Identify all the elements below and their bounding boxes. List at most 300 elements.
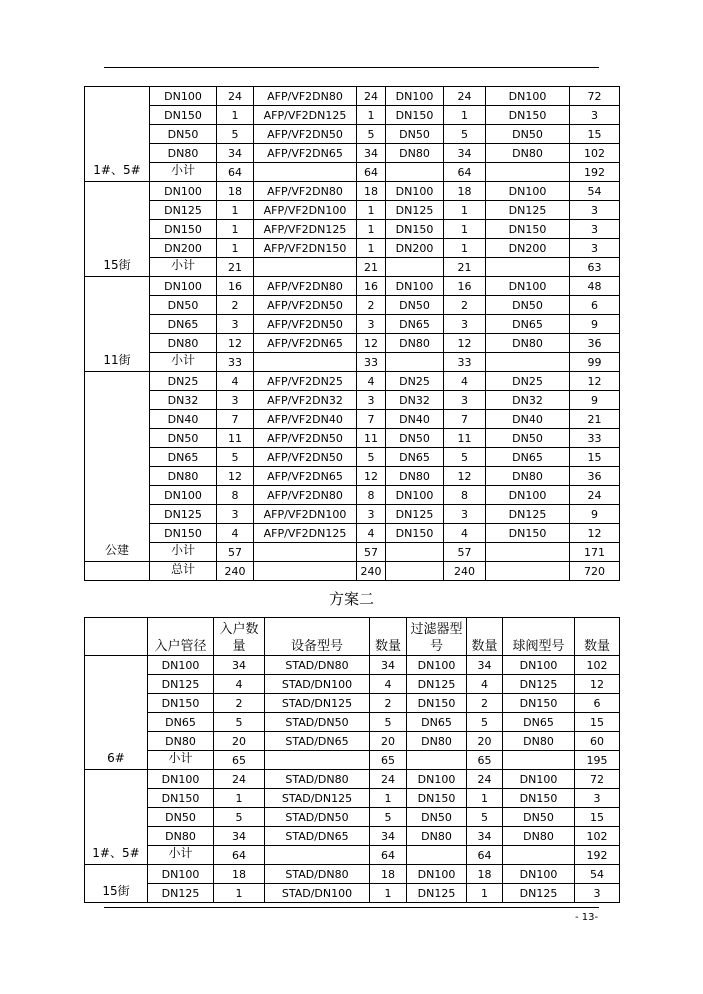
column-header: [85, 618, 148, 656]
table-cell: 34: [370, 656, 407, 675]
table-cell: 11: [217, 429, 254, 448]
table-cell: 3: [357, 391, 386, 410]
table-cell: DN125: [486, 505, 570, 524]
table-cell: 3: [575, 884, 620, 903]
table-cell: DN150: [386, 106, 444, 125]
table-cell: 1: [357, 239, 386, 258]
table-cell: DN25: [150, 372, 217, 391]
table-cell: 9: [570, 315, 620, 334]
table-cell: 33: [570, 429, 620, 448]
table-cell: DN80: [150, 334, 217, 353]
table-cell: 3: [575, 789, 620, 808]
table-cell: [407, 846, 467, 865]
table-cell: AFP/VF2DN65: [254, 334, 357, 353]
table-cell: 36: [570, 334, 620, 353]
table-cell: AFP/VF2DN65: [254, 467, 357, 486]
group-label: [85, 562, 150, 581]
table-cell: DN125: [386, 505, 444, 524]
header-rule: [104, 67, 599, 68]
table-cell: 18: [444, 182, 486, 201]
table-row: [85, 656, 620, 675]
table-row: [85, 353, 620, 372]
table-cell: DN65: [150, 315, 217, 334]
table-cell: [386, 353, 444, 372]
group-label: 1#、5#: [85, 770, 148, 865]
table-cell: 24: [570, 486, 620, 505]
table-cell: STAD/DN50: [265, 808, 370, 827]
table-cell: 60: [575, 732, 620, 751]
table-cell: DN150: [150, 220, 217, 239]
table-cell: 16: [357, 277, 386, 296]
table-cell: 63: [570, 258, 620, 277]
table-cell: 8: [357, 486, 386, 505]
table-cell: STAD/DN80: [265, 656, 370, 675]
table-cell: 1: [357, 106, 386, 125]
table-cell: 2: [217, 296, 254, 315]
table-cell: 2: [357, 296, 386, 315]
table-cell: DN150: [386, 524, 444, 543]
table-cell: 11: [444, 429, 486, 448]
table-cell: 34: [214, 656, 265, 675]
scheme-two-table: [84, 617, 620, 903]
table-cell: DN50: [386, 296, 444, 315]
table-cell: AFP/VF2DN125: [254, 220, 357, 239]
table-cell: [254, 353, 357, 372]
table-cell: 102: [575, 656, 620, 675]
table-cell: DN25: [486, 372, 570, 391]
table-cell: DN65: [386, 315, 444, 334]
table-cell: 6: [570, 296, 620, 315]
column-header: 数量: [575, 618, 620, 656]
table-row: [85, 277, 620, 296]
table-cell: 小计: [150, 543, 217, 562]
table-cell: 12: [570, 524, 620, 543]
table-cell: DN80: [486, 467, 570, 486]
table-row: [85, 732, 620, 751]
table-cell: 5: [217, 125, 254, 144]
table-row: [85, 751, 620, 770]
table-cell: 5: [357, 125, 386, 144]
table-cell: [254, 258, 357, 277]
table-cell: DN32: [386, 391, 444, 410]
table-cell: 3: [357, 505, 386, 524]
table-row: [85, 201, 620, 220]
table-cell: DN80: [386, 144, 444, 163]
table-cell: 5: [217, 448, 254, 467]
table-row: [85, 391, 620, 410]
table-cell: DN150: [486, 524, 570, 543]
table-cell: 65: [467, 751, 503, 770]
table-cell: 24: [217, 87, 254, 106]
table-cell: 3: [217, 315, 254, 334]
table-cell: [503, 846, 575, 865]
table-cell: [265, 751, 370, 770]
table-cell: AFP/VF2DN125: [254, 524, 357, 543]
table-cell: 12: [444, 467, 486, 486]
table-cell: 72: [575, 770, 620, 789]
table-row: [85, 770, 620, 789]
table-cell: DN65: [386, 448, 444, 467]
table-cell: 5: [214, 713, 265, 732]
table-cell: DN65: [486, 448, 570, 467]
table-cell: DN150: [486, 106, 570, 125]
table-cell: DN200: [386, 239, 444, 258]
column-header: 设备型号: [265, 618, 370, 656]
table-cell: 1: [217, 220, 254, 239]
table-cell: 1: [467, 789, 503, 808]
table-cell: 57: [357, 543, 386, 562]
table-row: [85, 334, 620, 353]
scheme-one-table: [84, 86, 620, 581]
table-cell: DN40: [486, 410, 570, 429]
table-cell: 12: [570, 372, 620, 391]
table-cell: DN50: [150, 429, 217, 448]
table-cell: DN100: [486, 486, 570, 505]
table-cell: STAD/DN100: [265, 675, 370, 694]
table-cell: 54: [570, 182, 620, 201]
table-cell: DN40: [386, 410, 444, 429]
table-row: [85, 467, 620, 486]
table-cell: DN80: [148, 732, 214, 751]
table-row: [85, 220, 620, 239]
column-header: 数量: [467, 618, 503, 656]
table-cell: AFP/VF2DN40: [254, 410, 357, 429]
header-row: [85, 618, 620, 656]
table-cell: [386, 258, 444, 277]
table-cell: 240: [217, 562, 254, 581]
table-cell: DN100: [148, 770, 214, 789]
table-cell: AFP/VF2DN80: [254, 182, 357, 201]
table-cell: 21: [217, 258, 254, 277]
table-cell: 1: [444, 106, 486, 125]
table-row: [85, 789, 620, 808]
table-cell: 小计: [150, 258, 217, 277]
table-cell: 1: [217, 201, 254, 220]
table-row: [85, 694, 620, 713]
table-cell: STAD/DN125: [265, 694, 370, 713]
table-cell: DN80: [150, 467, 217, 486]
table-cell: DN80: [503, 732, 575, 751]
table-cell: 34: [370, 827, 407, 846]
table-cell: DN65: [503, 713, 575, 732]
table-cell: DN50: [150, 125, 217, 144]
table-cell: 171: [570, 543, 620, 562]
table-cell: DN100: [407, 770, 467, 789]
table-cell: [386, 543, 444, 562]
table-cell: 15: [575, 713, 620, 732]
table-cell: DN80: [386, 467, 444, 486]
table-row: [85, 315, 620, 334]
table-cell: 18: [467, 865, 503, 884]
table-cell: [486, 562, 570, 581]
table-cell: 8: [217, 486, 254, 505]
table-cell: DN50: [150, 296, 217, 315]
column-header: 入户管径: [148, 618, 214, 656]
table-cell: 72: [570, 87, 620, 106]
table-cell: DN150: [148, 694, 214, 713]
table-cell: DN100: [150, 277, 217, 296]
table-cell: 192: [575, 846, 620, 865]
table-cell: 4: [444, 524, 486, 543]
table-cell: [486, 258, 570, 277]
table-cell: DN150: [503, 694, 575, 713]
table-cell: DN100: [148, 656, 214, 675]
table-cell: DN32: [150, 391, 217, 410]
table-cell: STAD/DN80: [265, 865, 370, 884]
group-label: 15街: [85, 865, 148, 903]
table-cell: DN150: [148, 789, 214, 808]
table-cell: [407, 751, 467, 770]
table-cell: DN50: [503, 808, 575, 827]
table-row: [85, 429, 620, 448]
table-cell: DN80: [486, 334, 570, 353]
table-cell: 64: [214, 846, 265, 865]
column-header: 球阀型号: [503, 618, 575, 656]
table-cell: 1: [444, 220, 486, 239]
table-cell: 1: [214, 789, 265, 808]
table-cell: 20: [467, 732, 503, 751]
table-cell: 3: [444, 391, 486, 410]
table-cell: 21: [357, 258, 386, 277]
table-cell: DN100: [503, 865, 575, 884]
table-cell: 12: [357, 334, 386, 353]
table-cell: DN80: [150, 144, 217, 163]
table-cell: STAD/DN65: [265, 732, 370, 751]
table-row: [85, 808, 620, 827]
table-cell: DN100: [386, 87, 444, 106]
table-cell: DN125: [148, 884, 214, 903]
table-cell: 3: [570, 106, 620, 125]
table-row: [85, 372, 620, 391]
table-cell: 20: [214, 732, 265, 751]
table-cell: 195: [575, 751, 620, 770]
table-cell: AFP/VF2DN25: [254, 372, 357, 391]
table-cell: DN125: [407, 675, 467, 694]
table-cell: STAD/DN80: [265, 770, 370, 789]
table-cell: 6: [575, 694, 620, 713]
table-row: [85, 486, 620, 505]
table-cell: DN150: [150, 106, 217, 125]
table-cell: 24: [370, 770, 407, 789]
table-cell: 240: [444, 562, 486, 581]
table-cell: 1: [370, 789, 407, 808]
table-cell: [486, 353, 570, 372]
table-cell: 15: [570, 125, 620, 144]
table-cell: AFP/VF2DN50: [254, 315, 357, 334]
table-cell: STAD/DN125: [265, 789, 370, 808]
table-cell: DN32: [486, 391, 570, 410]
table-cell: DN100: [386, 182, 444, 201]
table-cell: DN50: [486, 429, 570, 448]
group-label: 1#、5#: [85, 87, 150, 182]
table-cell: AFP/VF2DN32: [254, 391, 357, 410]
table-row: [85, 827, 620, 846]
table-cell: 33: [444, 353, 486, 372]
table-cell: DN50: [386, 125, 444, 144]
table-cell: DN65: [486, 315, 570, 334]
table-cell: STAD/DN100: [265, 884, 370, 903]
table-cell: 54: [575, 865, 620, 884]
table-cell: 4: [214, 675, 265, 694]
table-cell: 18: [370, 865, 407, 884]
table-cell: DN100: [386, 277, 444, 296]
table-cell: 24: [467, 770, 503, 789]
table-cell: [386, 562, 444, 581]
table-row: [85, 524, 620, 543]
table-cell: 33: [217, 353, 254, 372]
table-cell: 16: [217, 277, 254, 296]
table-cell: 102: [575, 827, 620, 846]
table-row: [85, 163, 620, 182]
table-cell: DN80: [486, 144, 570, 163]
table-cell: [503, 751, 575, 770]
table-cell: DN50: [148, 808, 214, 827]
table-cell: DN100: [150, 486, 217, 505]
table-cell: 24: [214, 770, 265, 789]
table-cell: DN100: [503, 656, 575, 675]
table-cell: 4: [357, 524, 386, 543]
table-row: [85, 144, 620, 163]
table-cell: 12: [444, 334, 486, 353]
table-cell: DN65: [407, 713, 467, 732]
table-cell: 总计: [150, 562, 217, 581]
table-cell: 1: [370, 884, 407, 903]
table-cell: DN80: [148, 827, 214, 846]
table-cell: 21: [444, 258, 486, 277]
table-cell: 64: [467, 846, 503, 865]
table-cell: AFP/VF2DN100: [254, 201, 357, 220]
table-cell: 16: [444, 277, 486, 296]
table-cell: DN150: [486, 220, 570, 239]
table-row: [85, 448, 620, 467]
table-cell: 18: [214, 865, 265, 884]
table-cell: DN125: [486, 201, 570, 220]
table-cell: 34: [467, 827, 503, 846]
table-cell: DN125: [407, 884, 467, 903]
table-cell: 33: [357, 353, 386, 372]
table-cell: DN100: [150, 87, 217, 106]
table-cell: 18: [217, 182, 254, 201]
table-cell: AFP/VF2DN100: [254, 505, 357, 524]
table-cell: 64: [370, 846, 407, 865]
table-cell: 3: [570, 239, 620, 258]
table-cell: [386, 163, 444, 182]
table-cell: 12: [217, 334, 254, 353]
table-cell: 1: [357, 201, 386, 220]
table-row: [85, 865, 620, 884]
table-cell: 5: [214, 808, 265, 827]
table-cell: 1: [217, 239, 254, 258]
table-cell: 7: [217, 410, 254, 429]
table-cell: 4: [444, 372, 486, 391]
table-cell: AFP/VF2DN80: [254, 277, 357, 296]
table-cell: 48: [570, 277, 620, 296]
table-row: [85, 182, 620, 201]
table-cell: 1: [217, 106, 254, 125]
table-cell: 3: [217, 391, 254, 410]
table-cell: DN125: [503, 884, 575, 903]
table-cell: 57: [217, 543, 254, 562]
table-cell: DN100: [503, 770, 575, 789]
table-cell: [254, 543, 357, 562]
table-cell: DN100: [150, 182, 217, 201]
table-cell: 64: [444, 163, 486, 182]
table-cell: DN50: [486, 296, 570, 315]
table-cell: 34: [217, 144, 254, 163]
table-cell: 4: [467, 675, 503, 694]
table-cell: 小计: [150, 163, 217, 182]
page-number: - 13-: [575, 912, 599, 923]
table-cell: DN125: [148, 675, 214, 694]
table-cell: 57: [444, 543, 486, 562]
table-cell: DN150: [503, 789, 575, 808]
table-row: [85, 239, 620, 258]
table-cell: AFP/VF2DN80: [254, 87, 357, 106]
table-row: [85, 543, 620, 562]
table-cell: 2: [444, 296, 486, 315]
table-cell: DN150: [150, 524, 217, 543]
group-label: 15街: [85, 182, 150, 277]
table-cell: 小计: [148, 751, 214, 770]
table-cell: 11: [357, 429, 386, 448]
table-row: [85, 505, 620, 524]
table-cell: 5: [444, 125, 486, 144]
table-row: [85, 106, 620, 125]
table-cell: DN80: [407, 827, 467, 846]
table-cell: [254, 562, 357, 581]
table-cell: DN125: [150, 505, 217, 524]
table-cell: DN100: [486, 182, 570, 201]
table-cell: 5: [467, 808, 503, 827]
table-cell: DN25: [386, 372, 444, 391]
table-row: [85, 675, 620, 694]
table-cell: 24: [357, 87, 386, 106]
table-cell: DN125: [503, 675, 575, 694]
table-cell: AFP/VF2DN65: [254, 144, 357, 163]
table-cell: AFP/VF2DN50: [254, 296, 357, 315]
table-cell: 9: [570, 505, 620, 524]
table-cell: AFP/VF2DN80: [254, 486, 357, 505]
table-row: [85, 713, 620, 732]
table-cell: DN100: [407, 656, 467, 675]
table-cell: 4: [370, 675, 407, 694]
table-cell: 65: [370, 751, 407, 770]
table-cell: DN100: [386, 486, 444, 505]
table-cell: 3: [570, 201, 620, 220]
table-cell: 2: [214, 694, 265, 713]
table-cell: 21: [570, 410, 620, 429]
table-cell: 1: [444, 201, 486, 220]
table-cell: DN65: [148, 713, 214, 732]
table-cell: DN150: [386, 220, 444, 239]
table-row: [85, 846, 620, 865]
table-cell: 34: [214, 827, 265, 846]
table-cell: 4: [217, 372, 254, 391]
table-cell: 34: [467, 656, 503, 675]
table-row: [85, 87, 620, 106]
table-cell: 64: [217, 163, 254, 182]
table-cell: 小计: [150, 353, 217, 372]
table-cell: DN80: [407, 732, 467, 751]
table-cell: 34: [357, 144, 386, 163]
table-cell: DN65: [150, 448, 217, 467]
table-cell: STAD/DN65: [265, 827, 370, 846]
table-cell: DN100: [407, 865, 467, 884]
table-cell: DN100: [486, 87, 570, 106]
table-cell: 192: [570, 163, 620, 182]
table-cell: 102: [570, 144, 620, 163]
table-cell: 12: [575, 675, 620, 694]
